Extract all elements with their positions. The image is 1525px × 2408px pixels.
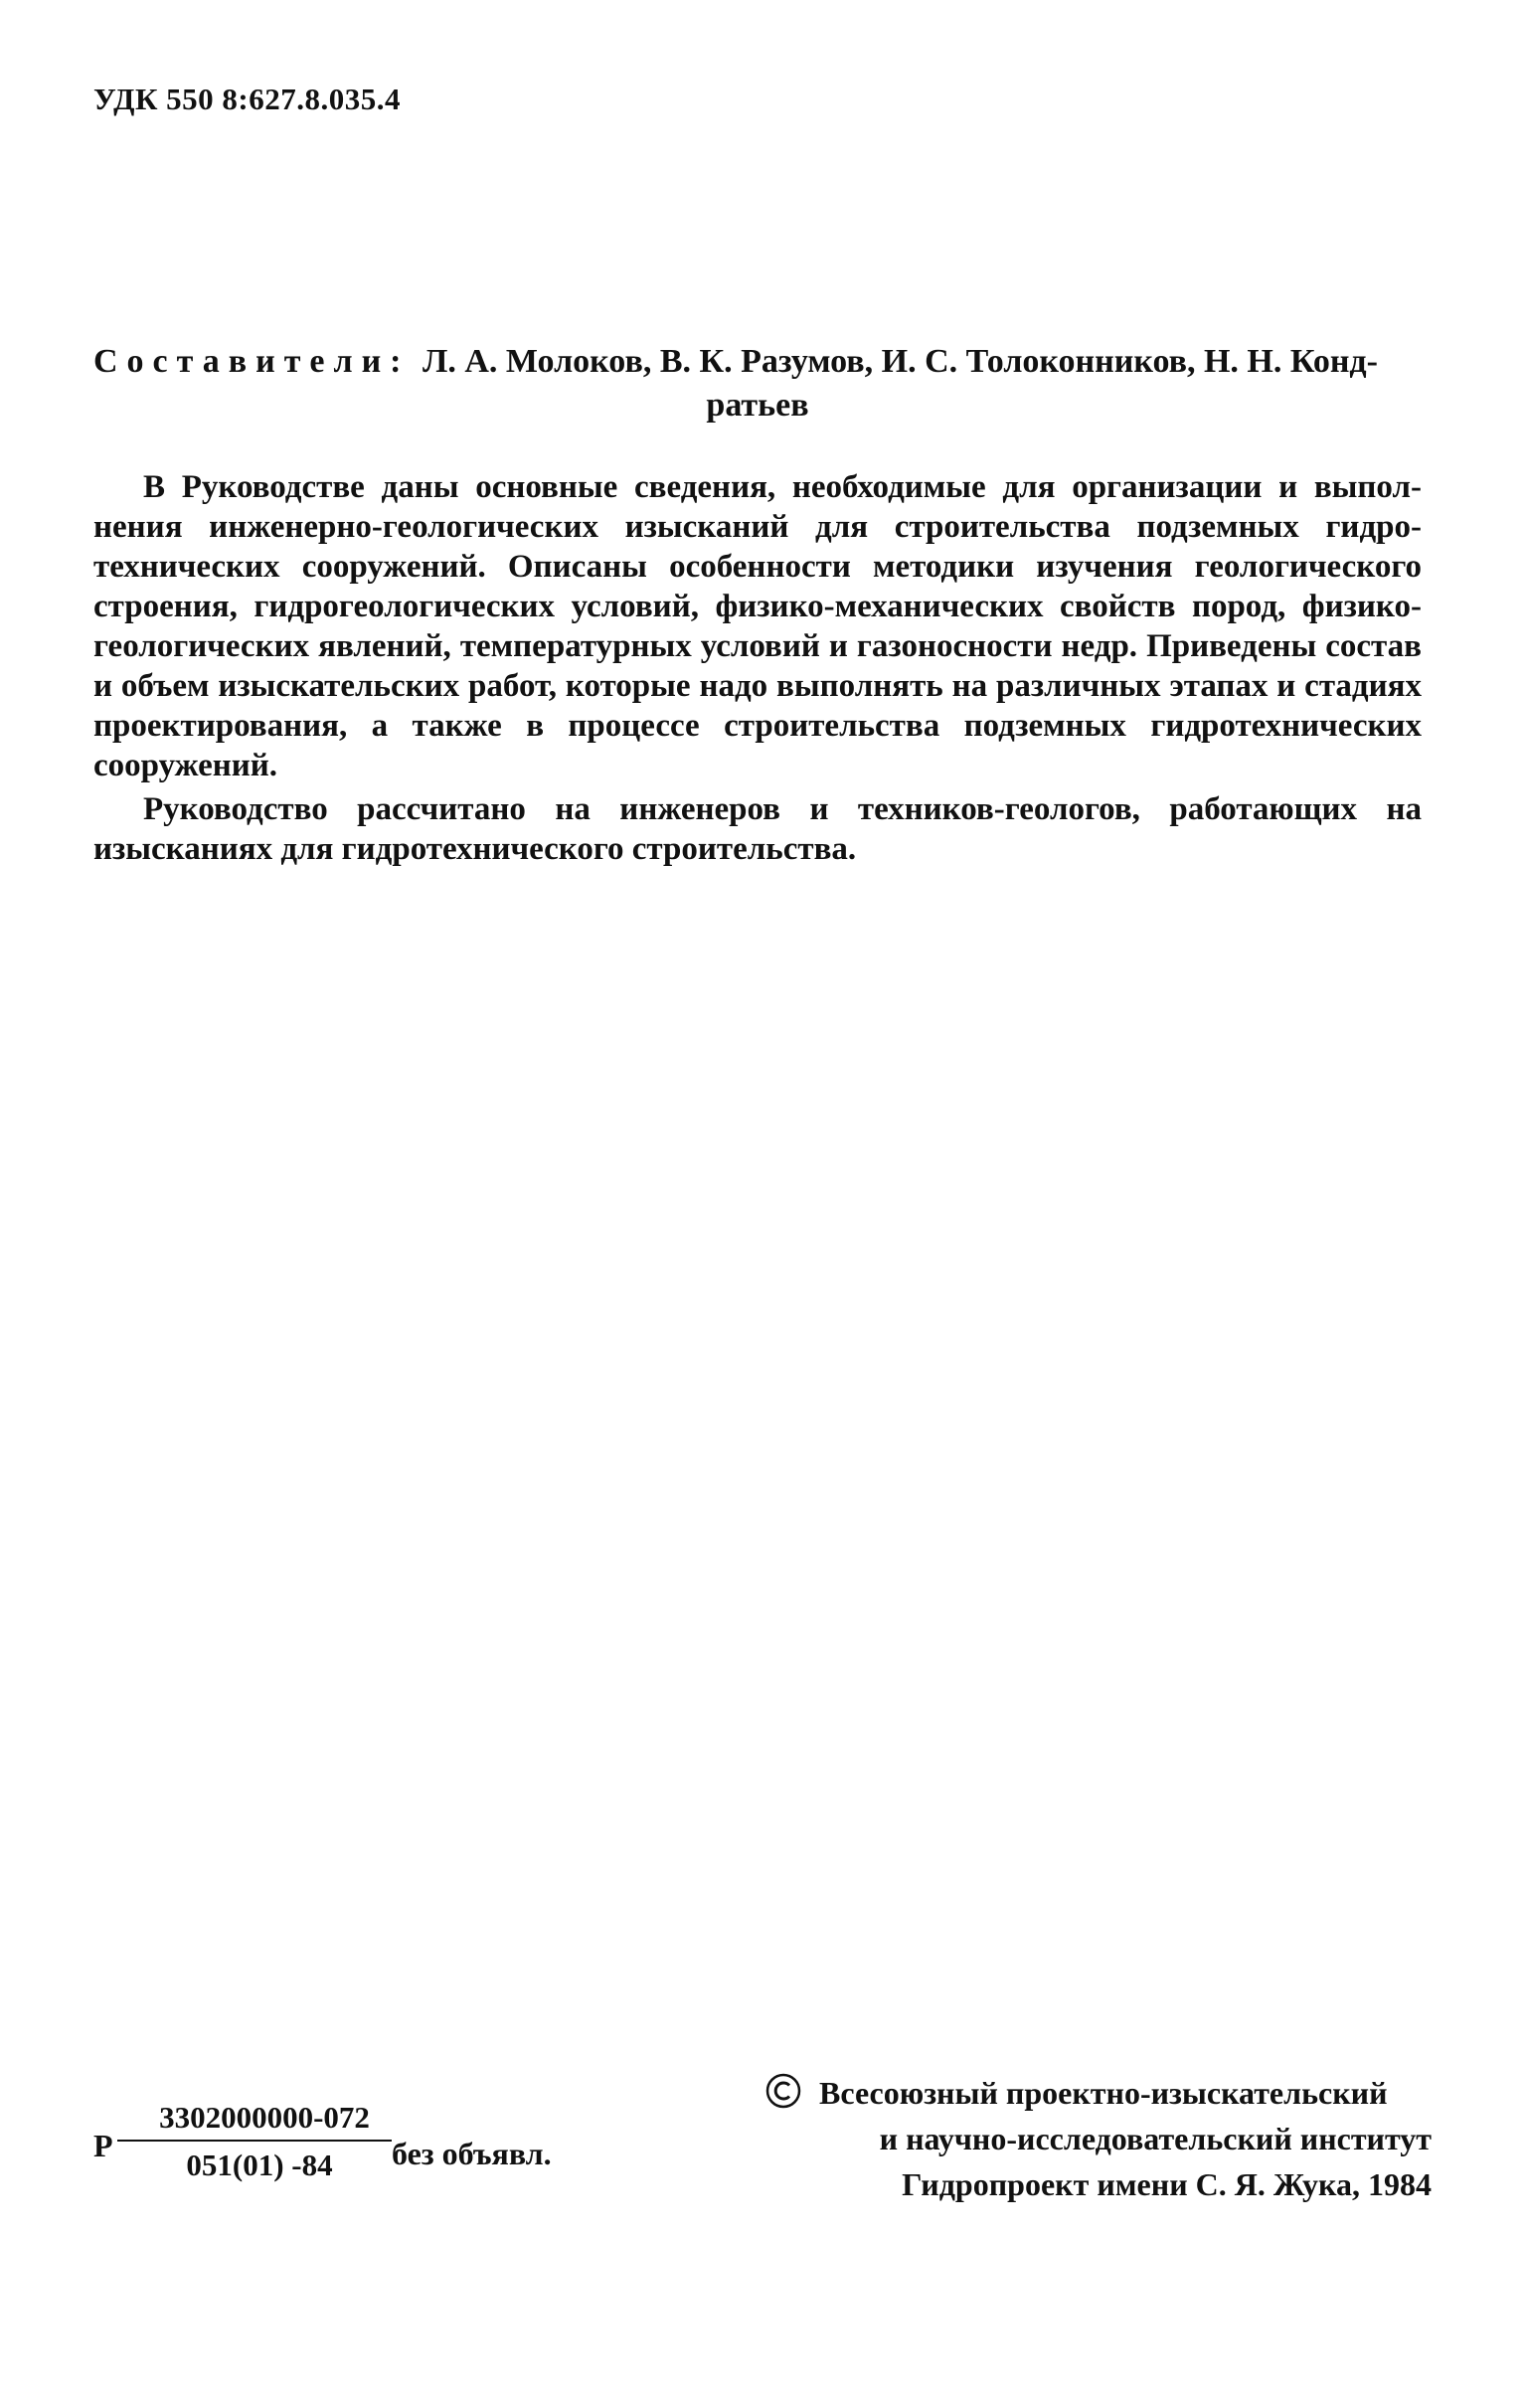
publication-note: без объявл. <box>392 2136 552 2171</box>
abstract <box>93 467 1422 869</box>
publication-code-prefix: Р <box>93 2128 113 2163</box>
authors-names: Л. А. Молоков, В. К. Разумов, И. С. Толоконников, Н. Н. Конд- <box>423 343 1378 380</box>
authors-label: Составители: <box>93 343 411 380</box>
publication-code <box>93 2098 610 2207</box>
abstract-paragraph-2: Руководство рассчитано на инженеров и техников-геологов, работающих на изысканиях для гидротехнического строительства. <box>93 791 1422 867</box>
publication-code-fraction <box>117 2098 402 2185</box>
udk-code: УДК 550 8:627.8.035.4 <box>93 82 401 116</box>
authors-names-continued: ратьев <box>706 387 809 424</box>
copyright-line-2: и научно-исследовательский институт <box>879 2121 1432 2156</box>
copyright-line-1: Всесоюзный проектно-изыскательский <box>819 2075 1388 2111</box>
copyright-block <box>765 2070 1432 2207</box>
authors-block <box>93 340 1422 428</box>
copyright-line-3: Гидропроект имени С. Я. Жука, 1984 <box>902 2166 1432 2202</box>
copyright-icon <box>765 2073 801 2109</box>
publication-code-denominator: 051(01) -84 <box>186 2148 333 2182</box>
fraction-bar <box>117 2140 392 2142</box>
abstract-paragraph-1: В Руководстве даны основные сведения, необходимые для организации и выполнения инженерно-геологических изысканий для строительства подземных гидротехнических сооружений. Описаны особенности методики изучения геологического строения, гидрогеологических условий, физико-механических свойств пород, физико-геологических явлений, температурных условий и газоносности недр. Приведены состав и объем изыскательских работ, которые надо выполнять на различных этапах и стадиях проектирования, а также в процессе строительства подземных гидротехнических сооружений. <box>93 469 1422 783</box>
publication-code-numerator: 3302000000-072 <box>159 2100 370 2135</box>
